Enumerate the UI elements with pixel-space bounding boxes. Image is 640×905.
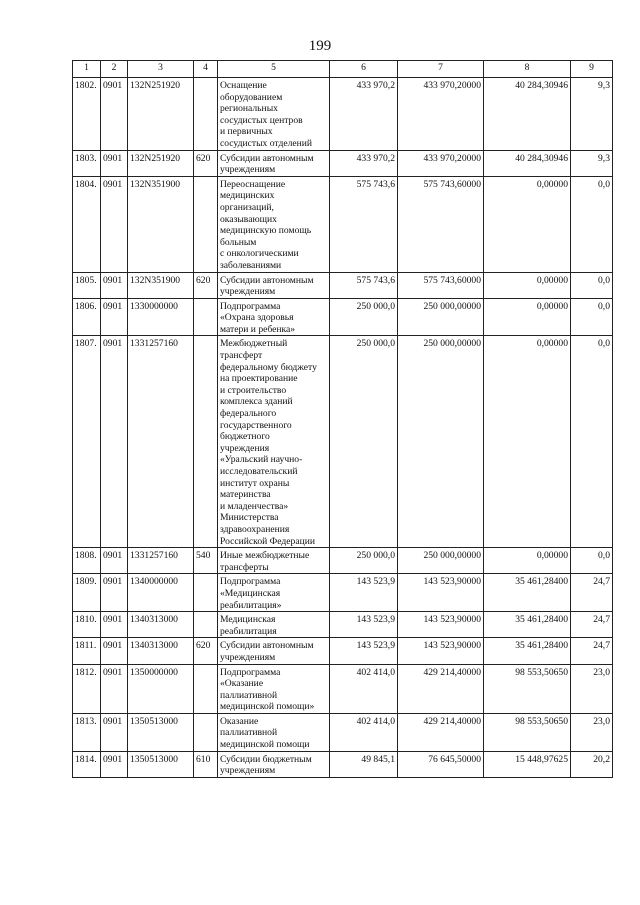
name-line: Подпрограмма [220, 576, 281, 588]
expense-type-cell [194, 176, 218, 272]
table-row [73, 150, 613, 176]
amount-cell: 433 970,2 [330, 78, 398, 151]
table-body [73, 78, 613, 778]
expense-type-cell: 620 [194, 638, 218, 664]
amount-cell: 40 284,30946 [484, 150, 571, 176]
name-cell [218, 664, 330, 713]
amount-cell: 15 448,97625 [484, 751, 571, 777]
percent-cell: 0,0 [571, 176, 613, 272]
amount-cell: 575 743,6 [330, 176, 398, 272]
target-code-cell: 1350513000 [128, 751, 194, 777]
budget-table [72, 60, 613, 778]
name-cell [218, 150, 330, 176]
name-line: медицинской помощи» [220, 701, 315, 713]
row-number-cell: 1814. [73, 751, 101, 777]
amount-cell: 433 970,20000 [398, 150, 484, 176]
name-line: учреждениям [220, 286, 276, 298]
name-line: федеральному бюджету [220, 361, 317, 373]
expense-type-cell: 620 [194, 150, 218, 176]
name-line: учреждения [220, 442, 270, 454]
name-line: матери и ребенка» [220, 323, 296, 335]
amount-cell: 143 523,9 [330, 638, 398, 664]
percent-cell: 0,0 [571, 298, 613, 336]
name-line: учреждениям [220, 164, 276, 176]
name-line: Субсидии бюджетным [220, 753, 312, 765]
expense-type-cell [194, 612, 218, 638]
section-code-cell: 0901 [101, 78, 128, 151]
name-line: учреждениям [220, 765, 276, 777]
target-code-cell: 1340313000 [128, 612, 194, 638]
name-line: «Охрана здоровья [220, 312, 294, 324]
name-line: Субсидии автономным [220, 640, 314, 652]
amount-cell: 433 970,2 [330, 150, 398, 176]
name-line: заболеваниями [220, 259, 282, 271]
amount-cell: 143 523,9 [330, 574, 398, 612]
name-line: Подпрограмма [220, 666, 281, 678]
name-line: бюджетного [220, 431, 270, 443]
amount-cell: 0,00000 [484, 336, 571, 548]
section-code-cell: 0901 [101, 548, 128, 574]
table-row [73, 176, 613, 272]
amount-cell: 250 000,00000 [398, 298, 484, 336]
name-line: паллиативной [220, 689, 278, 701]
name-line: паллиативной [220, 727, 278, 739]
section-code-cell: 0901 [101, 638, 128, 664]
section-code-cell: 0901 [101, 150, 128, 176]
amount-cell: 429 214,40000 [398, 664, 484, 713]
name-line: Переоснащение [220, 178, 286, 190]
percent-cell: 20,2 [571, 751, 613, 777]
amount-cell: 49 845,1 [330, 751, 398, 777]
percent-cell: 24,7 [571, 612, 613, 638]
target-code-cell: 1340000000 [128, 574, 194, 612]
name-cell [218, 574, 330, 612]
name-line: и младенчества» [220, 500, 289, 512]
amount-cell: 250 000,0 [330, 298, 398, 336]
table-row [73, 713, 613, 751]
name-line: исследовательский [220, 466, 298, 477]
section-code-cell: 0901 [101, 176, 128, 272]
name-line: с онкологическими [220, 248, 299, 260]
name-line: «Медицинская [220, 587, 281, 599]
name-line: материнства [220, 489, 271, 501]
table-row [73, 751, 613, 777]
percent-cell: 24,7 [571, 638, 613, 664]
name-line: Российской Федерации [220, 535, 315, 547]
name-line: медицинских [220, 190, 275, 202]
expense-type-cell [194, 336, 218, 548]
percent-cell: 23,0 [571, 664, 613, 713]
name-line: оборудованием [220, 91, 283, 103]
table-row [73, 78, 613, 151]
expense-type-cell [194, 298, 218, 336]
page-number: 199 [308, 38, 332, 54]
column-header: 4 [194, 61, 218, 78]
percent-cell: 9,3 [571, 150, 613, 176]
amount-cell: 250 000,00000 [398, 548, 484, 574]
amount-cell: 0,00000 [484, 272, 571, 298]
column-header: 3 [128, 61, 194, 78]
percent-cell: 0,0 [571, 548, 613, 574]
target-code-cell: 1331257160 [128, 548, 194, 574]
percent-cell: 24,7 [571, 574, 613, 612]
table-row [73, 298, 613, 336]
name-line: больным [220, 236, 257, 248]
name-line: и строительство [220, 384, 287, 396]
amount-cell: 35 461,28400 [484, 574, 571, 612]
amount-cell: 98 553,50650 [484, 713, 571, 751]
amount-cell: 76 645,50000 [398, 751, 484, 777]
name-line: Медицинская [220, 614, 276, 626]
name-line: Оказание [220, 715, 259, 727]
name-line: «Оказание [220, 678, 264, 690]
target-code-cell: 132N351900 [128, 176, 194, 272]
name-line: институт охраны [220, 477, 290, 489]
name-line: реабилитация» [220, 599, 282, 611]
section-code-cell: 0901 [101, 612, 128, 638]
column-header: 7 [398, 61, 484, 78]
amount-cell: 250 000,0 [330, 548, 398, 574]
percent-cell: 0,0 [571, 336, 613, 548]
expense-type-cell [194, 664, 218, 713]
amount-cell: 0,00000 [484, 176, 571, 272]
name-cell [218, 713, 330, 751]
target-code-cell: 1340313000 [128, 638, 194, 664]
name-line: здравоохранения [220, 523, 290, 535]
expense-type-cell [194, 574, 218, 612]
name-line: оказывающих [220, 213, 277, 225]
amount-cell: 0,00000 [484, 548, 571, 574]
amount-cell: 402 414,0 [330, 664, 398, 713]
table-row [73, 336, 613, 548]
section-code-cell: 0901 [101, 751, 128, 777]
amount-cell: 143 523,90000 [398, 638, 484, 664]
name-line: трансферты [220, 561, 269, 573]
name-line: комплекса зданий [220, 396, 293, 408]
name-cell [218, 638, 330, 664]
target-code-cell: 132N351900 [128, 272, 194, 298]
name-line: Иные межбюджетные [220, 550, 310, 562]
name-cell [218, 548, 330, 574]
name-line: сосудистых центров [220, 114, 303, 126]
amount-cell: 575 743,6 [330, 272, 398, 298]
expense-type-cell [194, 78, 218, 151]
name-line: Оснащение [220, 80, 267, 91]
name-line: медицинскую помощь [220, 225, 312, 237]
name-cell [218, 298, 330, 336]
row-number-cell: 1804. [73, 176, 101, 272]
amount-cell: 0,00000 [484, 298, 571, 336]
amount-cell: 250 000,00000 [398, 336, 484, 548]
name-line: Субсидии автономным [220, 274, 314, 286]
section-code-cell: 0901 [101, 336, 128, 548]
section-code-cell: 0901 [101, 574, 128, 612]
amount-cell: 402 414,0 [330, 713, 398, 751]
percent-cell: 9,3 [571, 78, 613, 151]
row-number-cell: 1805. [73, 272, 101, 298]
amount-cell: 433 970,20000 [398, 78, 484, 151]
name-line: на проектирование [220, 373, 298, 385]
name-line: государственного [220, 419, 292, 431]
amount-cell: 143 523,90000 [398, 612, 484, 638]
target-code-cell: 132N251920 [128, 150, 194, 176]
section-code-cell: 0901 [101, 664, 128, 713]
table-row [73, 638, 613, 664]
section-code-cell: 0901 [101, 272, 128, 298]
row-number-cell: 1813. [73, 713, 101, 751]
amount-cell: 575 743,60000 [398, 272, 484, 298]
target-code-cell: 1350513000 [128, 713, 194, 751]
amount-cell: 40 284,30946 [484, 78, 571, 151]
table-row [73, 548, 613, 574]
header-row [73, 61, 613, 78]
column-header: 6 [330, 61, 398, 78]
column-header: 1 [73, 61, 101, 78]
row-number-cell: 1810. [73, 612, 101, 638]
name-line: Подпрограмма [220, 300, 281, 312]
name-cell [218, 78, 330, 151]
row-number-cell: 1802. [73, 78, 101, 151]
percent-cell: 23,0 [571, 713, 613, 751]
table-row [73, 574, 613, 612]
name-line: Субсидии автономным [220, 152, 314, 164]
row-number-cell: 1812. [73, 664, 101, 713]
name-line: Министерства [220, 512, 279, 524]
amount-cell: 98 553,50650 [484, 664, 571, 713]
name-line: федерального [220, 408, 277, 420]
section-code-cell: 0901 [101, 298, 128, 336]
name-line: сосудистых отделений [220, 137, 313, 149]
amount-cell: 143 523,90000 [398, 574, 484, 612]
column-header: 9 [571, 61, 613, 78]
percent-cell: 0,0 [571, 272, 613, 298]
row-number-cell: 1808. [73, 548, 101, 574]
target-code-cell: 1330000000 [128, 298, 194, 336]
target-code-cell: 1350000000 [128, 664, 194, 713]
amount-cell: 429 214,40000 [398, 713, 484, 751]
expense-type-cell: 540 [194, 548, 218, 574]
name-cell [218, 336, 330, 548]
expense-type-cell: 620 [194, 272, 218, 298]
name-line: Межбюджетный [220, 338, 288, 350]
expense-type-cell [194, 713, 218, 751]
row-number-cell: 1809. [73, 574, 101, 612]
name-cell [218, 612, 330, 638]
row-number-cell: 1803. [73, 150, 101, 176]
name-line: «Уральский научно- [220, 454, 303, 466]
expense-type-cell: 610 [194, 751, 218, 777]
name-cell [218, 272, 330, 298]
name-line: и первичных [220, 126, 273, 138]
name-cell [218, 751, 330, 777]
column-header: 8 [484, 61, 571, 78]
row-number-cell: 1811. [73, 638, 101, 664]
name-line: учреждениям [220, 651, 276, 663]
name-cell [218, 176, 330, 272]
amount-cell: 575 743,60000 [398, 176, 484, 272]
table-row [73, 272, 613, 298]
column-header: 2 [101, 61, 128, 78]
amount-cell: 250 000,0 [330, 336, 398, 548]
table-row [73, 612, 613, 638]
target-code-cell: 132N251920 [128, 78, 194, 151]
target-code-cell: 1331257160 [128, 336, 194, 548]
amount-cell: 35 461,28400 [484, 638, 571, 664]
row-number-cell: 1807. [73, 336, 101, 548]
column-header: 5 [218, 61, 330, 78]
row-number-cell: 1806. [73, 298, 101, 336]
section-code-cell: 0901 [101, 713, 128, 751]
name-line: медицинской помощи [220, 739, 310, 751]
name-line: реабилитация [220, 625, 277, 637]
name-line: региональных [220, 103, 278, 115]
name-line: трансферт [220, 350, 263, 362]
name-line: организаций, [220, 201, 274, 213]
amount-cell: 35 461,28400 [484, 612, 571, 638]
amount-cell: 143 523,9 [330, 612, 398, 638]
table-row [73, 664, 613, 713]
